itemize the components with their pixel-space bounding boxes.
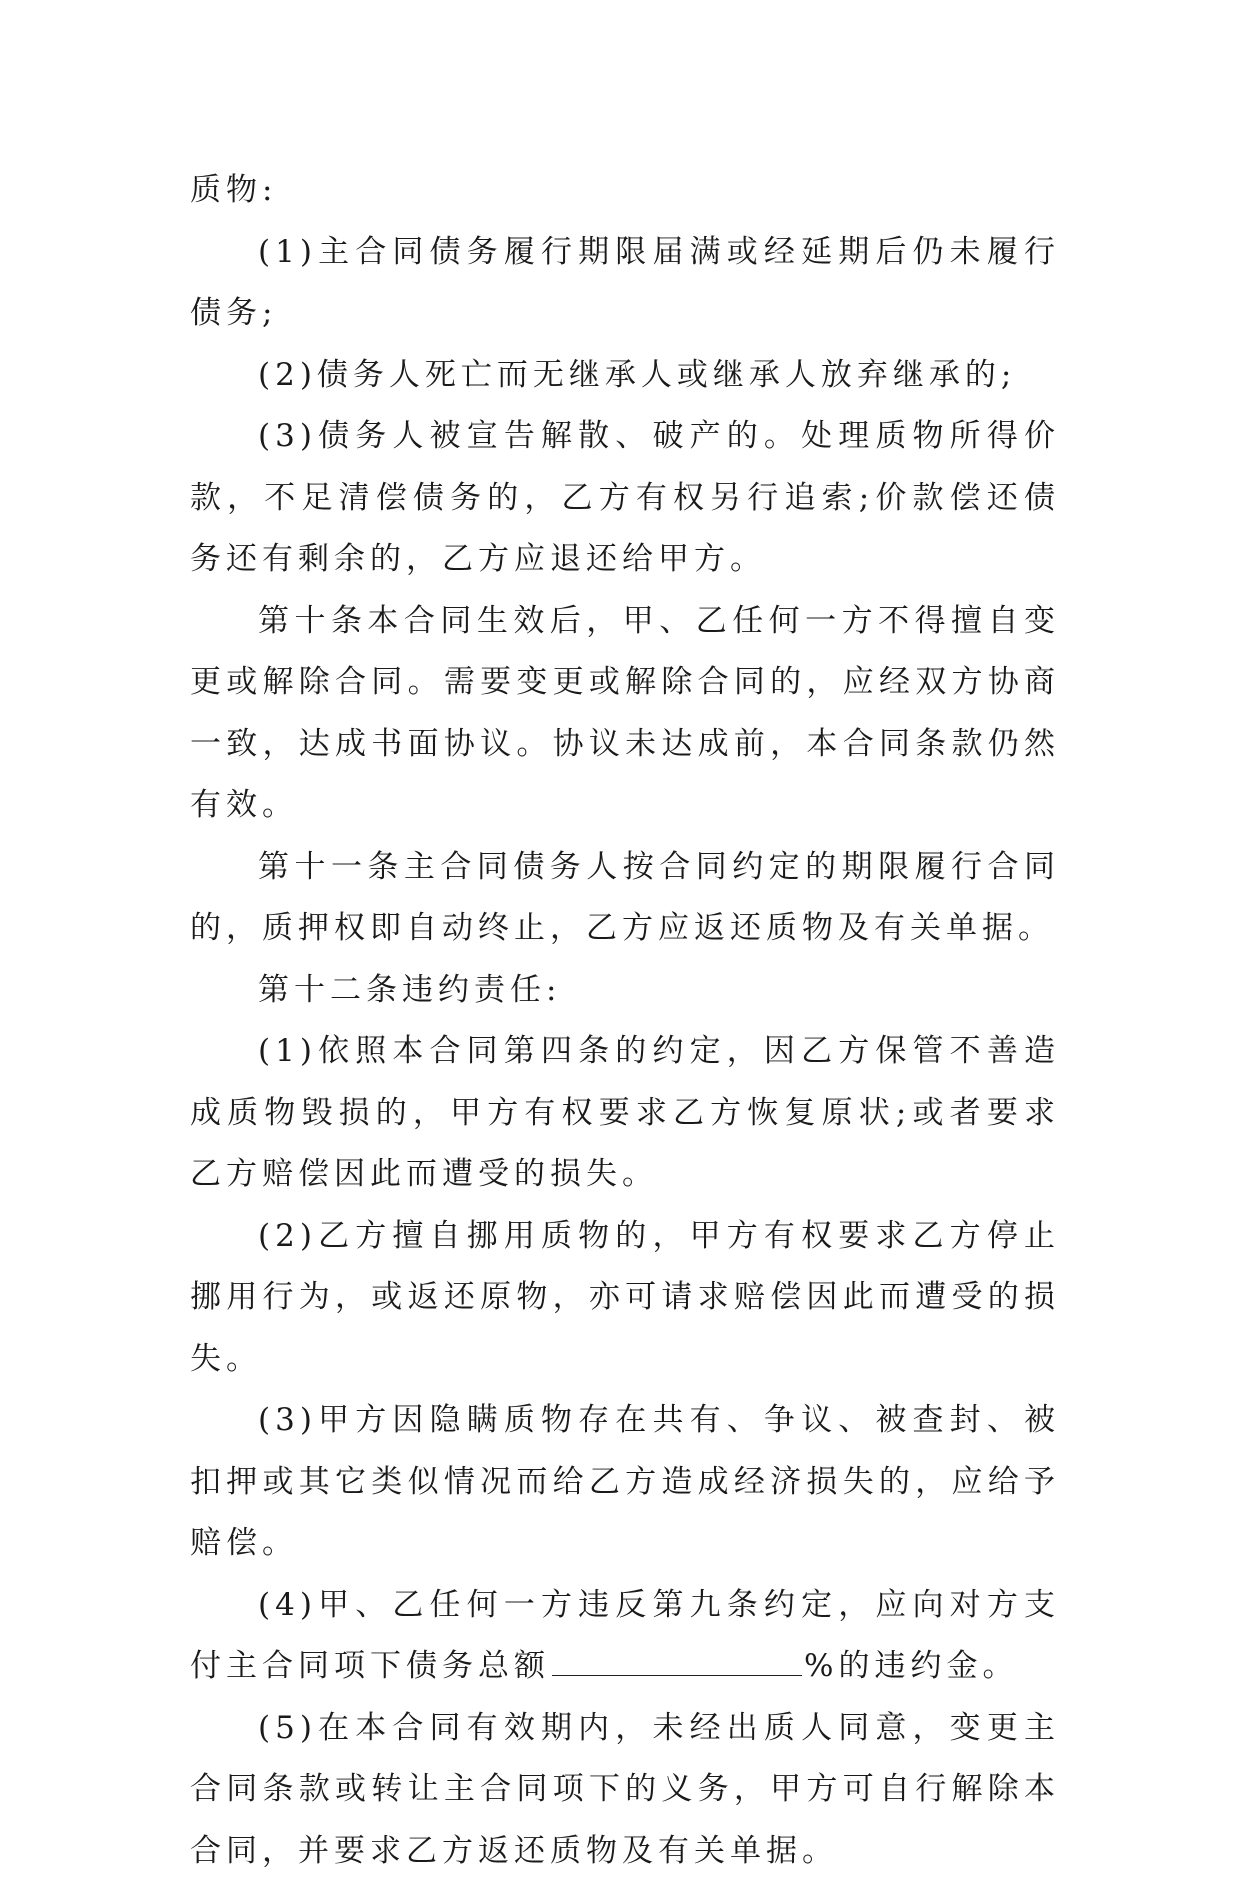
document-page bbox=[190, 160, 1060, 1882]
paragraph-breach-4 bbox=[190, 1575, 1060, 1698]
paragraph-article-12-heading: 第十二条违约责任: bbox=[190, 960, 1060, 1022]
fill-in-blank-line bbox=[552, 1649, 802, 1676]
paragraph-article-11: 第十一条主合同债务人按合同约定的期限履行合同的，质押权即自动终止，乙方应返还质物及有关单据。 bbox=[190, 837, 1060, 960]
breach-4-text-after: %的违约金。 bbox=[804, 1648, 1018, 1684]
paragraph-breach-1: (1)依照本合同第四条的约定，因乙方保管不善造成质物毁损的，甲方有权要求乙方恢复原状;或者要求乙方赔偿因此而遭受的损失。 bbox=[190, 1021, 1060, 1206]
paragraph-continuation: 质物: bbox=[190, 160, 1060, 222]
paragraph-article-10: 第十条本合同生效后，甲、乙任何一方不得擅自变更或解除合同。需要变更或解除合同的，应经双方协商一致，达成书面协议。协议未达成前，本合同条款仍然有效。 bbox=[190, 591, 1060, 837]
paragraph-item-1: (1)主合同债务履行期限届满或经延期后仍未履行债务; bbox=[190, 222, 1060, 345]
paragraph-breach-3: (3)甲方因隐瞒质物存在共有、争议、被查封、被扣押或其它类似情况而给乙方造成经济损失的，应给予赔偿。 bbox=[190, 1390, 1060, 1575]
paragraph-item-2: (2)债务人死亡而无继承人或继承人放弃继承的; bbox=[190, 345, 1060, 407]
paragraph-breach-2: (2)乙方擅自挪用质物的，甲方有权要求乙方停止挪用行为，或返还原物，亦可请求赔偿因此而遭受的损失。 bbox=[190, 1206, 1060, 1391]
paragraph-breach-5: (5)在本合同有效期内，未经出质人同意，变更主合同条款或转让主合同项下的义务，甲方可自行解除本合同，并要求乙方返还质物及有关单据。 bbox=[190, 1698, 1060, 1882]
breach-4-text-before: (4)甲、乙任何一方违反第九条约定，应向对方支付主合同项下债务总额 bbox=[190, 1587, 1060, 1685]
paragraph-item-3: (3)债务人被宣告解散、破产的。处理质物所得价款，不足清偿债务的，乙方有权另行追索;价款偿还债务还有剩余的，乙方应退还给甲方。 bbox=[190, 406, 1060, 591]
